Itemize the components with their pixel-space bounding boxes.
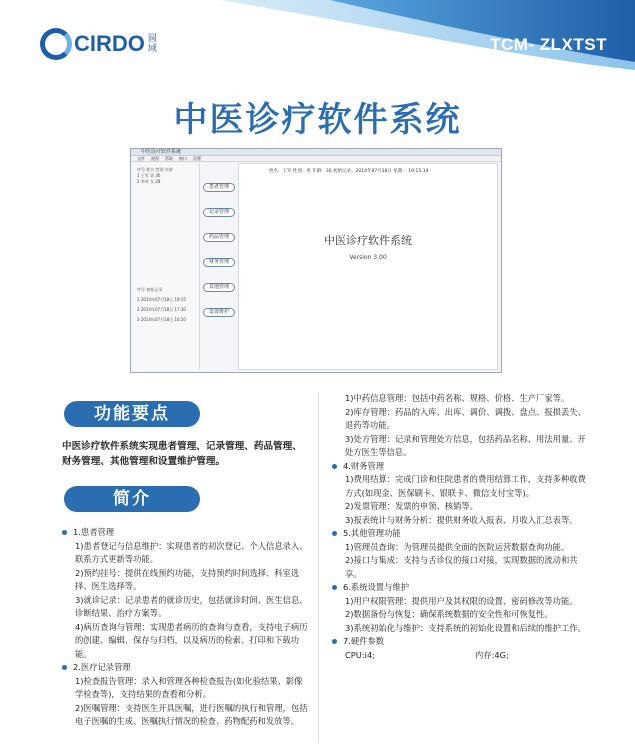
list-row: 1 王军 男 30 <box>137 173 161 178</box>
menu-item: 视图 <box>151 156 159 161</box>
settings-button: 设置维护 <box>203 308 235 317</box>
list-row: 序号 初始记录 <box>137 287 163 292</box>
other-mgmt-button: 其他管理 <box>203 283 235 292</box>
logo-cn: 圆域 <box>147 34 157 54</box>
left-column <box>62 526 310 729</box>
patient-list <box>137 167 173 185</box>
section-item: 3)系统初始化与维护：支持系统的初始化设置和后续的维护工作。 <box>345 622 586 633</box>
summary-heading: 简介 <box>64 486 200 512</box>
bullet-icon <box>332 585 337 590</box>
section-item: 2)发票管理：发票的申领、核销等。 <box>345 501 478 511</box>
list-row: 序号 姓名 性别 年龄 <box>137 167 173 172</box>
section-item: 4)病历查询与管理：实现患者病历的查询与查看，支持电子病历的创建、编辑、保存与归档，以及病历的检索、打印和下载功能。 <box>75 621 308 659</box>
record-list <box>137 285 186 325</box>
bullet-icon <box>62 530 67 535</box>
section-item: 2)数据备份与恢复：确保系统数据的安全性和可恢复性。 <box>345 609 553 619</box>
app-version: Version 3.00 <box>349 254 387 261</box>
model-number: TCM- ZLXTST <box>490 35 607 54</box>
logo-text: CIRDO <box>74 31 145 56</box>
logo-ring-icon <box>40 28 72 60</box>
section-item: 2)医嘱管理：支持医生开具医嘱，进行医嘱的执行和管理，包括电子医嘱的生成、医嘱执行情况的检查、药物配药和发放等。 <box>75 702 308 726</box>
section-item: 3)报表统计与财务分析：提供财务收入报表、月收入汇总表等。 <box>345 514 578 525</box>
software-screenshot <box>130 148 502 373</box>
screenshot-left-panel <box>134 163 200 370</box>
list-row: 2 李华 女 28 <box>137 179 161 184</box>
menu-item: 文件 <box>137 156 145 161</box>
screenshot-menu <box>131 156 501 162</box>
screenshot-buttons <box>203 183 235 333</box>
features-heading: 功能要点 <box>64 401 200 427</box>
list-row: 1 2014年07月18日 19:15 <box>137 297 186 302</box>
section-heading: 2.医疗记录管理 <box>62 661 310 675</box>
screenshot-window-title: 中医诊疗软件系统 <box>131 149 501 156</box>
section-item: 1)检查报告管理：录入和管理各种检查报告(如化验结果、影像学检查等)，支持结果的查看和分析。 <box>75 675 303 699</box>
section-heading: 5.其他管理功能 <box>332 527 590 541</box>
section-item: 1)患者登记与信息维护：实现患者的初次登记、个人信息录入、联系方式更新等功能。 <box>75 540 308 564</box>
section-item: 2)库存管理：药品的入库、出库、调价、调拨、盘点、报损丢失、退药等功能。 <box>345 406 586 430</box>
list-row: 3 2014年07月18日 16:20 <box>137 317 186 322</box>
hw-cpu: CPU:i4; <box>345 649 376 660</box>
menu-item: 设置 <box>193 156 201 161</box>
patient-info: 姓名：王军 性别：男 年龄：30 初始记录：2014年07月18日 星期一 19:15:14 <box>269 169 429 174</box>
section-item: 3)处方管理：记录和管理处方信息，包括药品名称、用法用量、开处方医生等信息。 <box>345 433 586 457</box>
column-divider <box>318 392 319 742</box>
bullet-icon <box>332 531 337 536</box>
section-heading: 4.财务管理 <box>332 460 590 474</box>
bullet-icon <box>332 639 337 644</box>
section-item: 1)用户权限管理：提供用户及其权限的设置、密码修改等功能。 <box>345 595 578 606</box>
page-title: 中医诊疗软件系统 <box>173 100 462 140</box>
features-intro: 中医诊疗软件系统实现患者管理、记录管理、药品管理、财务管理、其他管理和设置维护管理。 <box>62 441 302 467</box>
section-item: 2)接口与集成：支持与舌诊仪的接口对接，实现数据的流动和共享。 <box>345 555 578 579</box>
drug-mgmt-button: 药品管理 <box>203 233 235 242</box>
bullet-icon <box>332 464 337 469</box>
bullet-icon <box>62 665 67 670</box>
section-item: 1)中药信息管理：包括中药名称、规格、价格、生产厂家等。 <box>345 393 570 403</box>
patient-mgmt-button: 患者管理 <box>203 183 235 192</box>
menu-item: 帮助 <box>165 156 173 161</box>
section-heading: 6.系统设置与维护 <box>332 581 590 595</box>
record-mgmt-button: 记录管理 <box>203 208 235 217</box>
finance-mgmt-button: 财务管理 <box>203 258 235 267</box>
hardware-params <box>332 649 590 663</box>
section-item: 1)管理员查询：为管理员提供全面的医院运营数据查询功能。 <box>345 541 570 552</box>
section-item: 3)就诊记录：记录患者的就诊历史，包括就诊时间、医生信息、诊断结果、治疗方案等。 <box>75 594 308 618</box>
section-heading: 7.硬件参数 <box>332 635 590 649</box>
list-row: 2 2014年07月18日 17:30 <box>137 307 186 312</box>
menu-item: 窗口 <box>179 156 187 161</box>
section-heading: 1.患者管理 <box>62 526 310 540</box>
app-title: 中医诊疗软件系统 <box>324 234 412 247</box>
screenshot-main-panel <box>238 163 498 370</box>
company-logo <box>40 28 158 60</box>
right-column <box>332 392 590 662</box>
section-item: 1)费用结算：完成门诊和住院患者的费用结算工作，支持多种收费方式(如现金、医保刷卡、银联卡、微信支付宝等)。 <box>345 474 586 498</box>
section-item: 2)预约挂号：提供在线预约功能，支持预约时间选择、科室选择、医生选择等。 <box>75 567 300 591</box>
hw-memory: 内存:4G; <box>475 649 509 660</box>
